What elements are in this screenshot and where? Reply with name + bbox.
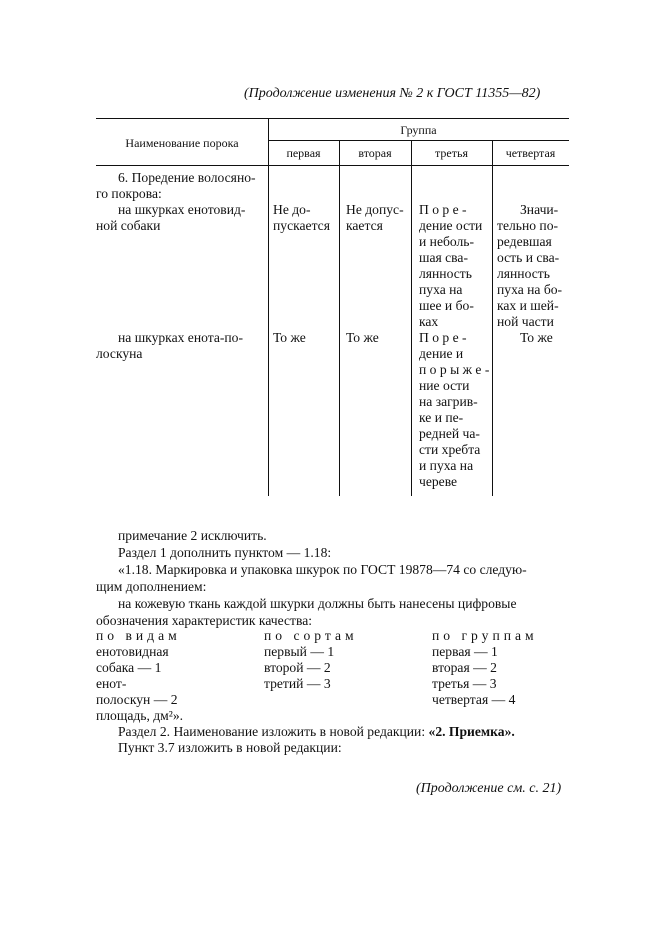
kind-item: площадь, дм²».	[96, 708, 184, 723]
sort-item: третий — 3	[264, 676, 331, 691]
continuation-footer: (Продолжение см. с. 21)	[416, 781, 562, 796]
group2-cell-line: кается	[346, 218, 383, 233]
kind-item: собака — 1	[96, 660, 162, 675]
group4-cell-line: ках и шей-	[497, 298, 559, 313]
paragraph: «1.18. Маркировка и упаковка шкурок по ГОСТ 19878—74 со следую-	[118, 562, 527, 577]
group3-cell-line: шая сва-	[419, 250, 468, 265]
group3-cell-line: П о р е -	[419, 330, 467, 345]
group2-cell-line: Не допус-	[346, 202, 404, 217]
table-header-bottom-rule	[96, 165, 569, 166]
group3-cell-line: ние ости	[419, 378, 470, 393]
paragraph	[118, 723, 515, 740]
column-header-defect: Наименование порока	[125, 136, 239, 150]
paragraph: обозначения характеристик качества:	[96, 613, 313, 628]
continuation-header: (Продолжение изменения № 2 к ГОСТ 11355—82)	[244, 86, 541, 101]
group3-cell-line: череве	[419, 474, 458, 489]
group-item: вторая — 2	[432, 660, 497, 675]
defect-name-line: ной собаки	[96, 218, 161, 233]
paragraph: на кожевую ткань каждой шкурки должны быть нанесены цифровые	[118, 596, 517, 611]
group3-cell-line: ке и пе-	[419, 410, 464, 425]
kind-item: енотовидная	[96, 644, 169, 659]
group1-cell: То же	[273, 330, 306, 345]
group3-cell-line: пуха на	[419, 282, 463, 297]
sort-item: второй — 2	[264, 660, 331, 675]
column-divider	[492, 140, 493, 496]
group-header-rule	[268, 140, 569, 141]
group4-cell-line: Значи-	[520, 202, 559, 217]
group3-cell-line: ках	[419, 314, 439, 329]
group1-cell-line: Не до-	[273, 202, 311, 217]
defect-name-line: на шкурках енота-по-	[118, 330, 243, 345]
paragraph: Пункт 3.7 изложить в новой редакции:	[118, 740, 342, 755]
row-title-line: 6. Поредение волосяно-	[118, 170, 256, 185]
group3-cell-line: п о р ы ж е -	[419, 362, 490, 377]
group-item: первая — 1	[432, 644, 498, 659]
group3-cell-line: и пуха на	[419, 458, 474, 473]
paragraph: Раздел 1 дополнить пунктом — 1.18:	[118, 545, 332, 560]
group-item: третья — 3	[432, 676, 497, 691]
sort-item: первый — 1	[264, 644, 335, 659]
group3-cell-line: на загрив-	[419, 394, 478, 409]
defect-name-line: лоскуна	[96, 346, 143, 361]
paragraph: примечание 2 исключить.	[118, 528, 267, 543]
group-item: четвертая — 4	[432, 692, 516, 707]
column-header-group-1: первая	[286, 146, 321, 160]
group3-cell-line: П о р е -	[419, 202, 467, 217]
group4-cell-line: лянность	[497, 266, 550, 281]
group-header: Группа	[400, 123, 437, 137]
kind-item: полоскун — 2	[96, 692, 178, 707]
section-title: «2. Приемка».	[428, 724, 515, 739]
group4-cell: То же	[520, 330, 553, 345]
column-divider	[339, 140, 340, 496]
group3-cell-line: дение и	[419, 346, 464, 361]
column-divider	[411, 140, 412, 496]
group4-cell-line: редевшая	[497, 234, 552, 249]
group3-cell-line: дение ости	[419, 218, 483, 233]
column-divider	[268, 118, 269, 496]
group4-cell-line: тельно по-	[497, 218, 559, 233]
table-top-rule	[96, 118, 569, 119]
group2-cell: То же	[346, 330, 379, 345]
group3-cell-line: шее и бо-	[419, 298, 474, 313]
column-heading-kinds: по видам	[96, 628, 181, 643]
row-title-line: го покрова:	[96, 186, 162, 201]
column-header-group-2: вторая	[358, 146, 392, 160]
group3-cell-line: и неболь-	[419, 234, 475, 249]
paragraph-text: Раздел 2. Наименование изложить в новой редакции:	[118, 724, 429, 739]
column-header-group-4: четвертая	[505, 146, 556, 160]
column-heading-sorts: по сортам	[264, 628, 358, 643]
group1-cell-line: пускается	[273, 218, 330, 233]
column-heading-groups: по группам	[432, 628, 538, 643]
defect-name-line: на шкурках енотовид-	[118, 202, 246, 217]
group3-cell-line: лянность	[419, 266, 472, 281]
column-header-group-3: третья	[435, 146, 468, 160]
group4-cell-line: ость и сва-	[497, 250, 560, 265]
paragraph: щим дополнением:	[96, 579, 207, 594]
group4-cell-line: ной части	[497, 314, 554, 329]
kind-item: енот-	[96, 676, 127, 691]
group4-cell-line: пуха на бо-	[497, 282, 563, 297]
group3-cell-line: сти хребта	[419, 442, 481, 457]
group3-cell-line: редней ча-	[419, 426, 480, 441]
